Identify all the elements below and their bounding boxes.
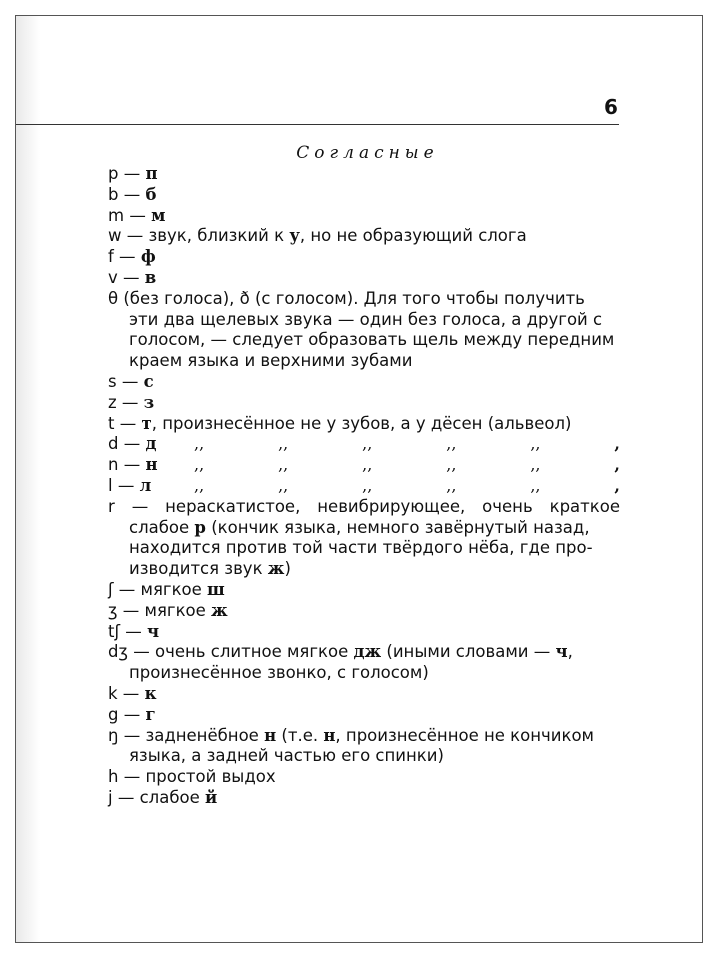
ditto-mark: ,, xyxy=(362,475,373,495)
ditto-mark: ,, xyxy=(278,455,289,475)
entry-d: d — д ,, ,, ,, ,, ,, , xyxy=(108,434,620,454)
entry-b: b — б xyxy=(108,184,157,204)
entry-r-line-4: изводится звук ж) xyxy=(129,559,291,579)
entry-theta-line-4: краем языка и верхними зубами xyxy=(129,351,413,371)
entry-tesh: tʃ — ч xyxy=(108,621,160,641)
ditto-mark: ,, xyxy=(194,475,205,495)
ditto-mark: ,, xyxy=(446,455,457,475)
ditto-marks-l xyxy=(194,476,620,497)
ditto-end-mark: , xyxy=(614,455,620,475)
entry-theta-line-3: голосом, — следует образовать щель между передним xyxy=(129,330,615,350)
ditto-end-mark: , xyxy=(614,434,620,454)
entry-ezh: ʒ — мягкое ж xyxy=(108,600,228,620)
entry-z: z — з xyxy=(108,392,155,412)
ditto-mark: ,, xyxy=(446,475,457,495)
entry-r xyxy=(108,497,620,580)
ditto-mark: ,, xyxy=(362,434,373,454)
ditto-marks-d xyxy=(194,434,620,455)
entry-t: t — т, произнесённое не у зубов, а у дёсен (альвеол) xyxy=(108,413,572,433)
consonant-list xyxy=(108,164,620,809)
entry-v: v — в xyxy=(108,267,157,287)
ditto-mark: ,, xyxy=(278,475,289,495)
entry-n: n — н ,, ,, ,, ,, ,, , xyxy=(108,455,620,475)
ditto-end-mark: , xyxy=(614,475,620,495)
ditto-mark: ,, xyxy=(194,455,205,475)
entry-dzh-line-1: dʒ — очень слитное мягкое дж (иными словами — ч, xyxy=(108,642,573,662)
ditto-mark: ,, xyxy=(530,455,541,475)
entry-g: g — г xyxy=(108,704,156,724)
ditto-mark: ,, xyxy=(278,434,289,454)
entry-k: k — к xyxy=(108,683,157,703)
entry-p: p — п xyxy=(108,164,158,183)
entry-r-line-2: слабое р (кончик языка, немного завёрнутый назад, xyxy=(129,517,590,537)
entry-s: s — с xyxy=(108,371,154,391)
entry-theta-line-1: θ (без голоса), ð (с голосом). Для того чтобы получить xyxy=(108,288,585,308)
entry-esh: ʃ — мягкое ш xyxy=(108,579,225,599)
ditto-marks-n xyxy=(194,455,620,476)
ditto-mark: ,, xyxy=(446,434,457,454)
entry-w: w — звук, близкий к у, но не образующий слога xyxy=(108,226,527,246)
entry-h: h — простой выдох xyxy=(108,767,276,787)
entry-theta-line-2: эти два щелевых звука — один без голоса, а другой с xyxy=(129,309,603,329)
section-heading: Согласные xyxy=(296,143,439,163)
entry-f: f — ф xyxy=(108,247,156,267)
entry-eng-line-2: языка, а задней частью его спинки) xyxy=(129,746,444,766)
entry-l: l — л ,, ,, ,, ,, ,, , xyxy=(108,475,620,495)
ditto-mark: ,, xyxy=(362,455,373,475)
entry-r-line-3: находится против той части твёрдого нёба, где про- xyxy=(129,538,593,558)
ditto-mark: ,, xyxy=(530,475,541,495)
entry-m: m — м xyxy=(108,205,166,225)
entry-j: j — слабое й xyxy=(108,787,218,807)
ditto-mark: ,, xyxy=(194,434,205,454)
header-rule xyxy=(16,124,619,125)
page-number: 6 xyxy=(604,95,618,119)
entry-eng xyxy=(108,726,620,768)
entry-dzh-line-2: произнесённое звонко, с голосом) xyxy=(129,663,429,683)
entry-r-line-1: r — нераскатистое, невибрирующее, очень краткое xyxy=(108,496,620,516)
entry-theta-eth xyxy=(108,289,620,372)
ditto-mark: ,, xyxy=(530,434,541,454)
entry-dzh xyxy=(108,642,620,684)
entry-eng-line-1: ŋ — задненёбное н (т.е. н, произнесённое не кончиком xyxy=(108,725,595,745)
